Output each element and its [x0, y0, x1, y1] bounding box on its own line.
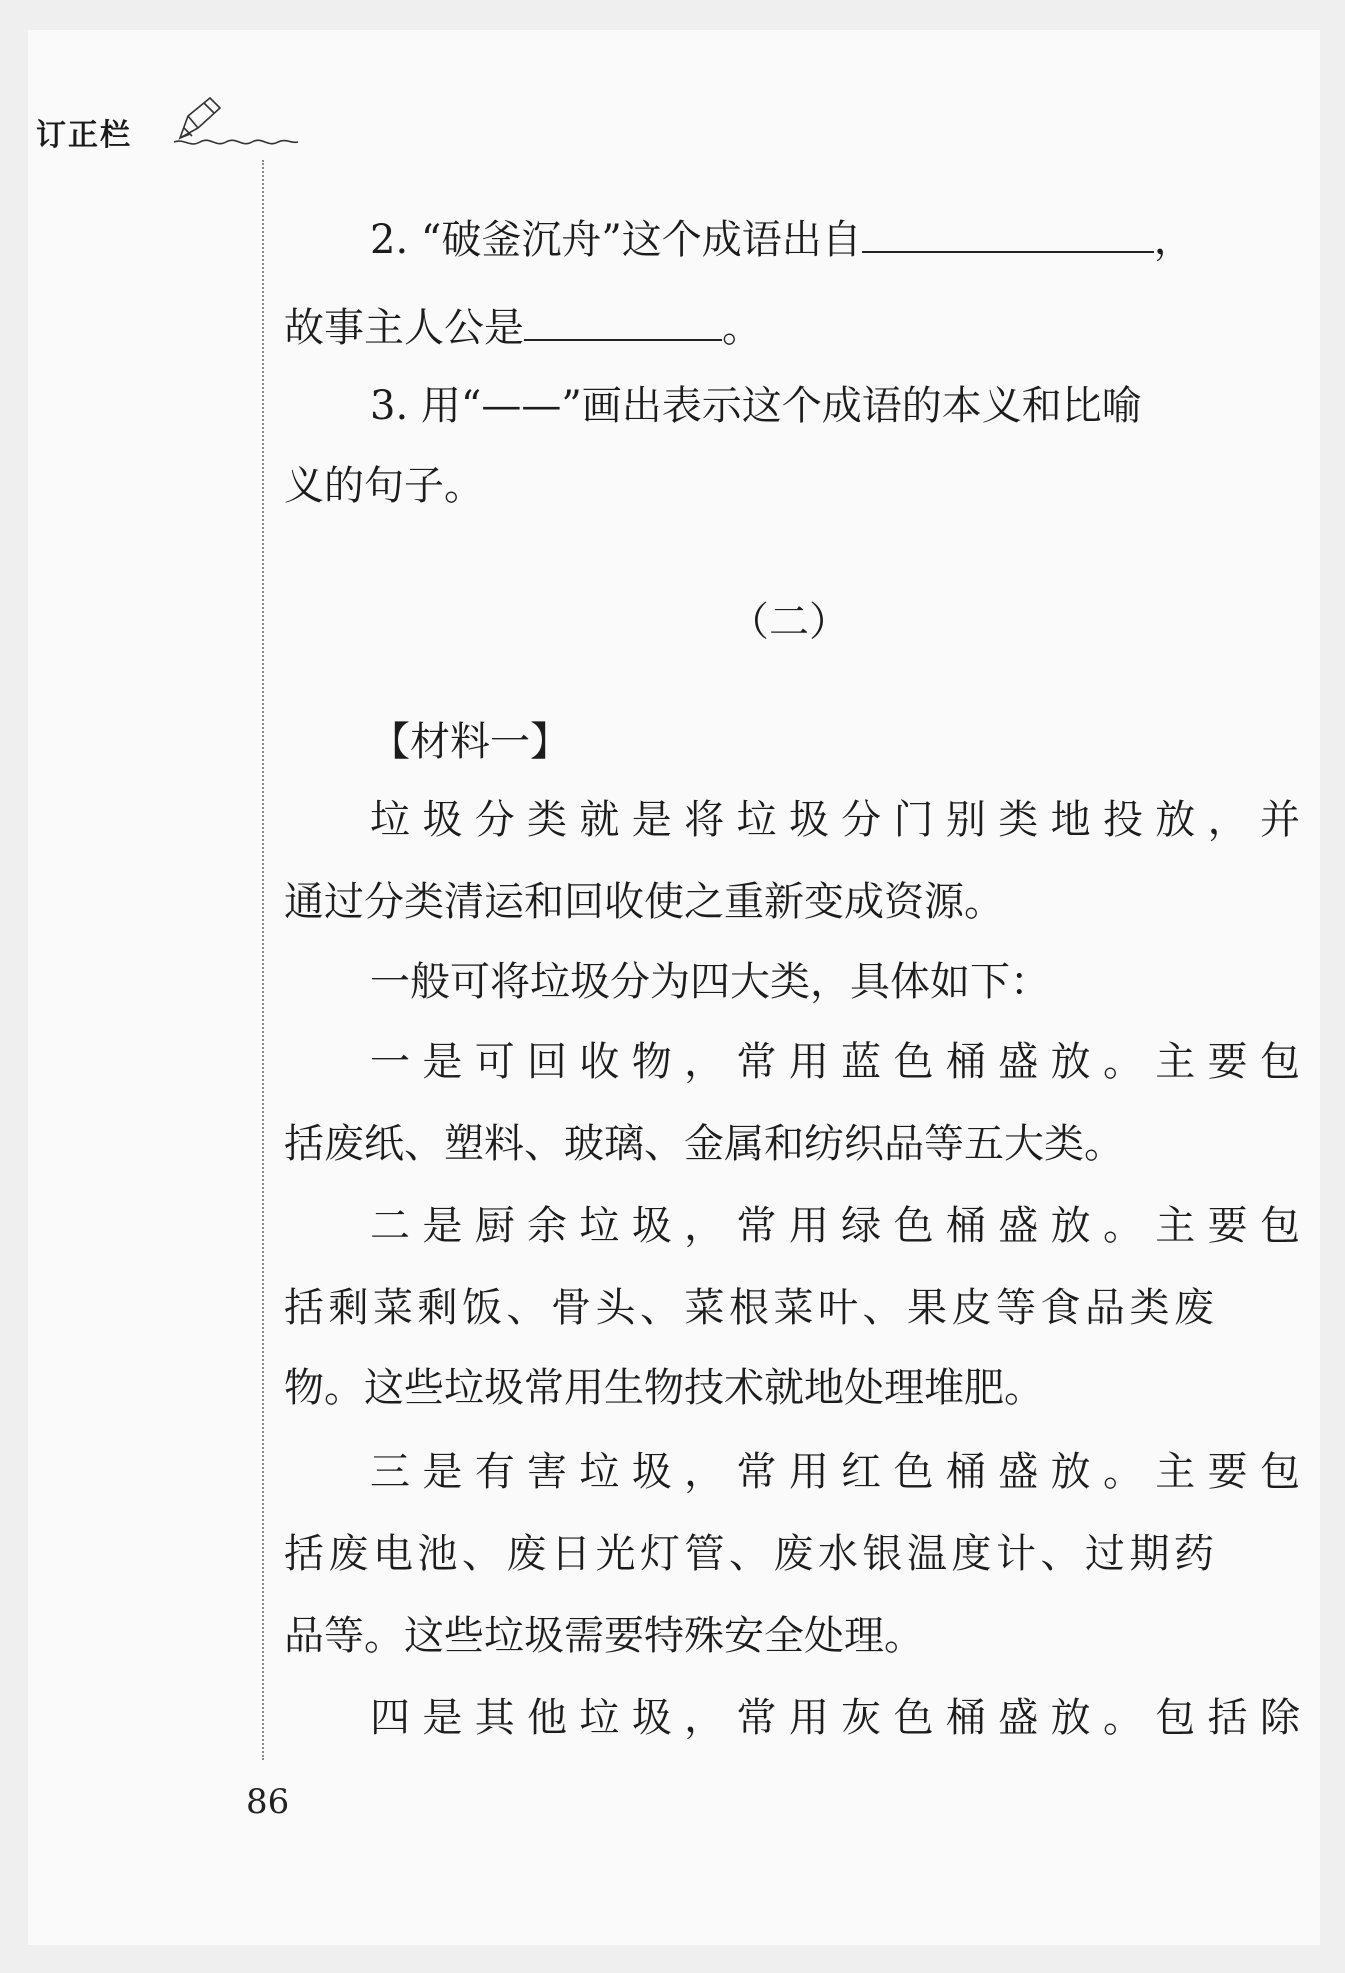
paragraph-line: 物。这些垃圾常用生物技术就地处理堆肥。 — [284, 1365, 1044, 1411]
question-2-comma: ， — [1153, 217, 1194, 263]
paragraph-line: 四是其他垃圾，常用灰色桶盛放。包括除 — [370, 1695, 1300, 1741]
paragraph-line: 三是有害垃圾，常用红色桶盛放。主要包 — [370, 1449, 1300, 1495]
paragraph-line: 括剩菜剩饭、骨头、菜根菜叶、果皮等食品类废 — [284, 1285, 1214, 1331]
paragraph-line: 品等。这些垃圾需要特殊安全处理。 — [284, 1613, 924, 1659]
paragraph-line: 括废电池、废日光灯管、废水银温度计、过期药 — [284, 1531, 1214, 1577]
paragraph-line: 垃圾分类就是将垃圾分门别类地投放，并 — [370, 797, 1300, 843]
pencil-icon — [170, 94, 300, 150]
material-label: 【材料一】 — [370, 719, 570, 765]
question-2-line-2 — [284, 298, 1214, 358]
question-3-line-1: 3. 用“——”画出表示这个成语的本义和比喻 — [370, 383, 1142, 429]
question-2-line-1 — [284, 210, 1300, 270]
question-3-line-2: 义的句子。 — [284, 463, 484, 509]
answer-blank-source[interactable] — [862, 217, 1154, 253]
paragraph-line: 一般可将垃圾分为四大类，具体如下： — [370, 959, 1050, 1005]
question-2-line-2-text: 故事主人公是 — [284, 305, 524, 351]
section-title: （二） — [729, 599, 849, 645]
question-2-text: 2. “破釜沉舟”这个成语出自 — [370, 217, 862, 263]
page-number: 86 — [246, 1782, 290, 1822]
margin-dotted-rule — [262, 160, 264, 1760]
paragraph-line: 括废纸、塑料、玻璃、金属和纺织品等五大类。 — [284, 1121, 1124, 1167]
paragraph-line: 一是可回收物，常用蓝色桶盛放。主要包 — [370, 1039, 1300, 1085]
correction-column-header — [36, 104, 132, 154]
answer-blank-protagonist[interactable] — [524, 305, 722, 341]
question-2-line-2-end: 。 — [722, 305, 762, 351]
correction-column-label: 订正栏 — [36, 118, 132, 153]
paragraph-line: 二是厨余垃圾，常用绿色桶盛放。主要包 — [370, 1203, 1300, 1249]
paragraph-line: 通过分类清运和回收使之重新变成资源。 — [284, 879, 1004, 925]
